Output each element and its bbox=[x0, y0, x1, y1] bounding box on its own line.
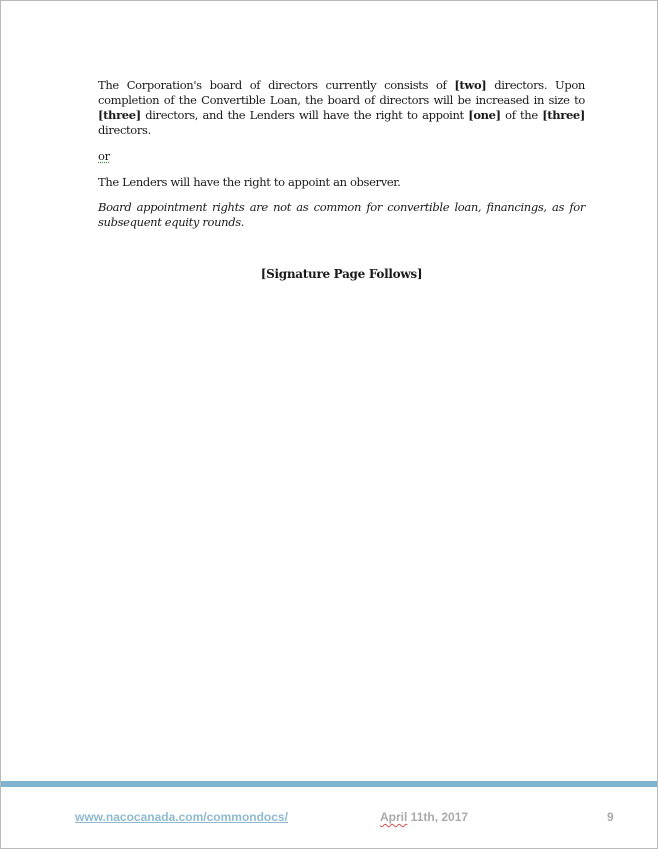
footer-date-rest: 11th, 2017 bbox=[407, 810, 469, 824]
footer-date bbox=[380, 810, 468, 824]
footer-date-month: April bbox=[380, 810, 408, 824]
placeholder-two: [two] bbox=[454, 78, 487, 92]
or-word: or bbox=[98, 149, 110, 163]
document-body bbox=[98, 78, 585, 230]
board-composition-paragraph bbox=[98, 78, 585, 138]
para1-text-5: directors. bbox=[98, 123, 151, 137]
or-paragraph bbox=[98, 149, 585, 164]
placeholder-one: [one] bbox=[468, 108, 501, 122]
page-number: 9 bbox=[607, 810, 614, 824]
footer-website-link[interactable]: www.nacocanada.com/commondocs/ bbox=[75, 810, 288, 824]
para1-text-3: directors, and the Lenders will have the right to appoint bbox=[140, 108, 469, 122]
para1-text-1: The Corporation's board of directors currently consists of bbox=[98, 78, 455, 92]
placeholder-three-2: [three] bbox=[542, 108, 585, 122]
placeholder-three-1: [three] bbox=[98, 108, 141, 122]
footer-divider bbox=[1, 781, 657, 787]
observer-paragraph: The Lenders will have the right to appoint an observer. bbox=[98, 175, 401, 189]
para1-text-2: directors. Upon completion of the Convertible Loan, the board of directors will be increased in size to bbox=[98, 78, 585, 107]
board-rights-note: Board appointment rights are not as common for convertible loan, financings, as for subsequent equity rounds. bbox=[98, 200, 585, 229]
signature-page-note: [Signature Page Follows] bbox=[260, 267, 423, 281]
para1-text-4: of the bbox=[500, 108, 543, 122]
